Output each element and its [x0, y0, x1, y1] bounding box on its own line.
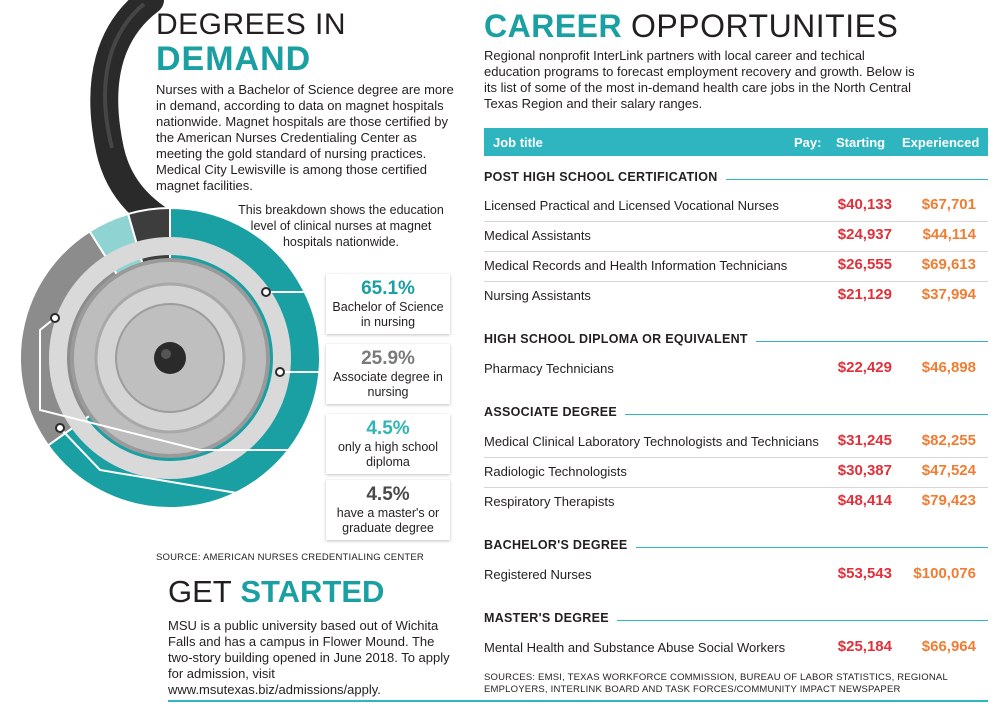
starting-pay: $53,543 [837, 565, 892, 582]
stat-label-highschool: only a high school diploma [337, 440, 439, 469]
experienced-pay: $46,898 [921, 359, 976, 376]
section-label: POST HIGH SCHOOL CERTIFICATION [484, 170, 726, 184]
career-intro: Regional nonprofit InterLink partners with local career and techical education programs to forecast employment recovery and growth. Below is its list of some of the most in-demand health care jobs in the North Central Texas Region and their salary ranges. [484, 48, 915, 111]
degrees-title-light: DEGREES IN [156, 8, 347, 41]
chestpiece-center [154, 342, 186, 374]
get-started-title-light: GET [168, 574, 232, 609]
stat-label-associate: Associate degree in nursing [333, 370, 443, 399]
header-job-title: Job title [493, 135, 543, 150]
table-row [484, 222, 988, 252]
section-header [484, 332, 988, 350]
job-title: Pharmacy Technicians [484, 361, 614, 376]
starting-pay: $30,387 [837, 462, 892, 479]
table-header [484, 128, 988, 156]
experienced-pay: $82,255 [921, 432, 976, 449]
job-title: Radiologic Technologists [484, 464, 627, 479]
section-header [484, 538, 988, 556]
job-title: Medical Records and Health Information Technicians [484, 258, 788, 273]
job-title: Nursing Assistants [484, 288, 591, 303]
degrees-body: Nurses with a Bachelor of Science degree are more in demand, according to data on magnet hospitals nationwide. Magnet hospitals are those certified by the American Nurses Credentialing Center as meeting the gold standard of nursing practices. Medical City Lewisville is among those certified magnet facilities. [156, 82, 454, 193]
experienced-pay: $47,524 [921, 462, 976, 479]
get-started-title [168, 576, 384, 607]
job-title: Respiratory Therapists [484, 494, 615, 509]
career-source: SOURCES: EMSI, TEXAS WORKFORCE COMMISSION, BUREAU OF LABOR STATISTICS, REGIONAL EMPLOYERS, INTERLINK BOARD AND TASK FORCES/COMMUNITY IMPACT NEWSPAPER [484, 672, 948, 695]
header-starting: Starting [836, 135, 886, 150]
header-pay: Pay: [794, 135, 822, 150]
stat-pct-masters: 4.5% [366, 484, 410, 505]
experienced-pay: $67,701 [921, 196, 976, 213]
degrees-title [156, 10, 346, 76]
job-title: Registered Nurses [484, 567, 592, 582]
experienced-pay: $79,423 [921, 492, 976, 509]
starting-pay: $22,429 [837, 359, 892, 376]
job-title: Medical Clinical Laboratory Technologists and Technicians [484, 434, 819, 449]
stat-box-masters [326, 480, 450, 540]
section-header [484, 611, 988, 629]
get-started-body: MSU is a public university based out of Wichita Falls and has a campus in Flower Mound. The two-story building opened in June 2018. To apply for admission, visit www.msutexas.biz/admissions/apply. [168, 618, 450, 697]
section-label: HIGH SCHOOL DIPLOMA OR EQUIVALENT [484, 332, 756, 346]
starting-pay: $31,245 [837, 432, 892, 449]
table-row [484, 634, 988, 664]
table-row [484, 355, 988, 385]
degrees-title-bold: DEMAND [156, 40, 312, 78]
table-row [484, 488, 988, 518]
degrees-source: SOURCE: AMERICAN NURSES CREDENTIALING CENTER [156, 552, 424, 563]
section-label: ASSOCIATE DEGREE [484, 405, 625, 419]
stat-box-associate [326, 344, 450, 404]
experienced-pay: $100,076 [913, 565, 976, 582]
stat-box-highschool [326, 414, 450, 474]
stat-label-bachelor: Bachelor of Science in nursing [332, 300, 444, 329]
job-title: Licensed Practical and Licensed Vocational Nurses [484, 198, 779, 213]
career-title-light: OPPORTUNITIES [631, 8, 899, 44]
career-title [484, 10, 898, 42]
header-experienced: Experienced [902, 135, 980, 150]
stat-label-masters: have a master's or graduate degree [336, 506, 440, 535]
experienced-pay: $37,994 [921, 286, 976, 303]
starting-pay: $21,129 [837, 286, 892, 303]
table-row [484, 561, 988, 591]
table-row [484, 192, 988, 222]
section-label: MASTER'S DEGREE [484, 611, 617, 625]
job-title: Mental Health and Substance Abuse Social Workers [484, 640, 786, 655]
stat-pct-bachelor: 65.1% [361, 278, 415, 299]
table-row [484, 428, 988, 458]
job-title: Medical Assistants [484, 228, 591, 243]
career-title-bold: CAREER [484, 8, 623, 44]
stat-box-bachelor [326, 274, 450, 334]
bottom-rule [168, 700, 988, 702]
experienced-pay: $66,964 [921, 638, 976, 655]
section-label: BACHELOR'S DEGREE [484, 538, 636, 552]
table-row [484, 252, 988, 282]
starting-pay: $48,414 [837, 492, 892, 509]
starting-pay: $40,133 [837, 196, 892, 213]
stat-pct-highschool: 4.5% [366, 418, 410, 439]
breakdown-caption: This breakdown shows the education level of clinical nurses at magnet hospitals nationwide. [238, 203, 444, 249]
table-row [484, 282, 988, 312]
starting-pay: $24,937 [837, 226, 892, 243]
starting-pay: $26,555 [837, 256, 892, 273]
stat-pct-associate: 25.9% [361, 348, 415, 369]
table-row [484, 458, 988, 488]
experienced-pay: $44,114 [922, 226, 976, 243]
experienced-pay: $69,613 [921, 256, 976, 273]
get-started-title-bold: STARTED [240, 574, 385, 609]
section-header [484, 170, 988, 188]
starting-pay: $25,184 [837, 638, 892, 655]
section-header [484, 405, 988, 423]
